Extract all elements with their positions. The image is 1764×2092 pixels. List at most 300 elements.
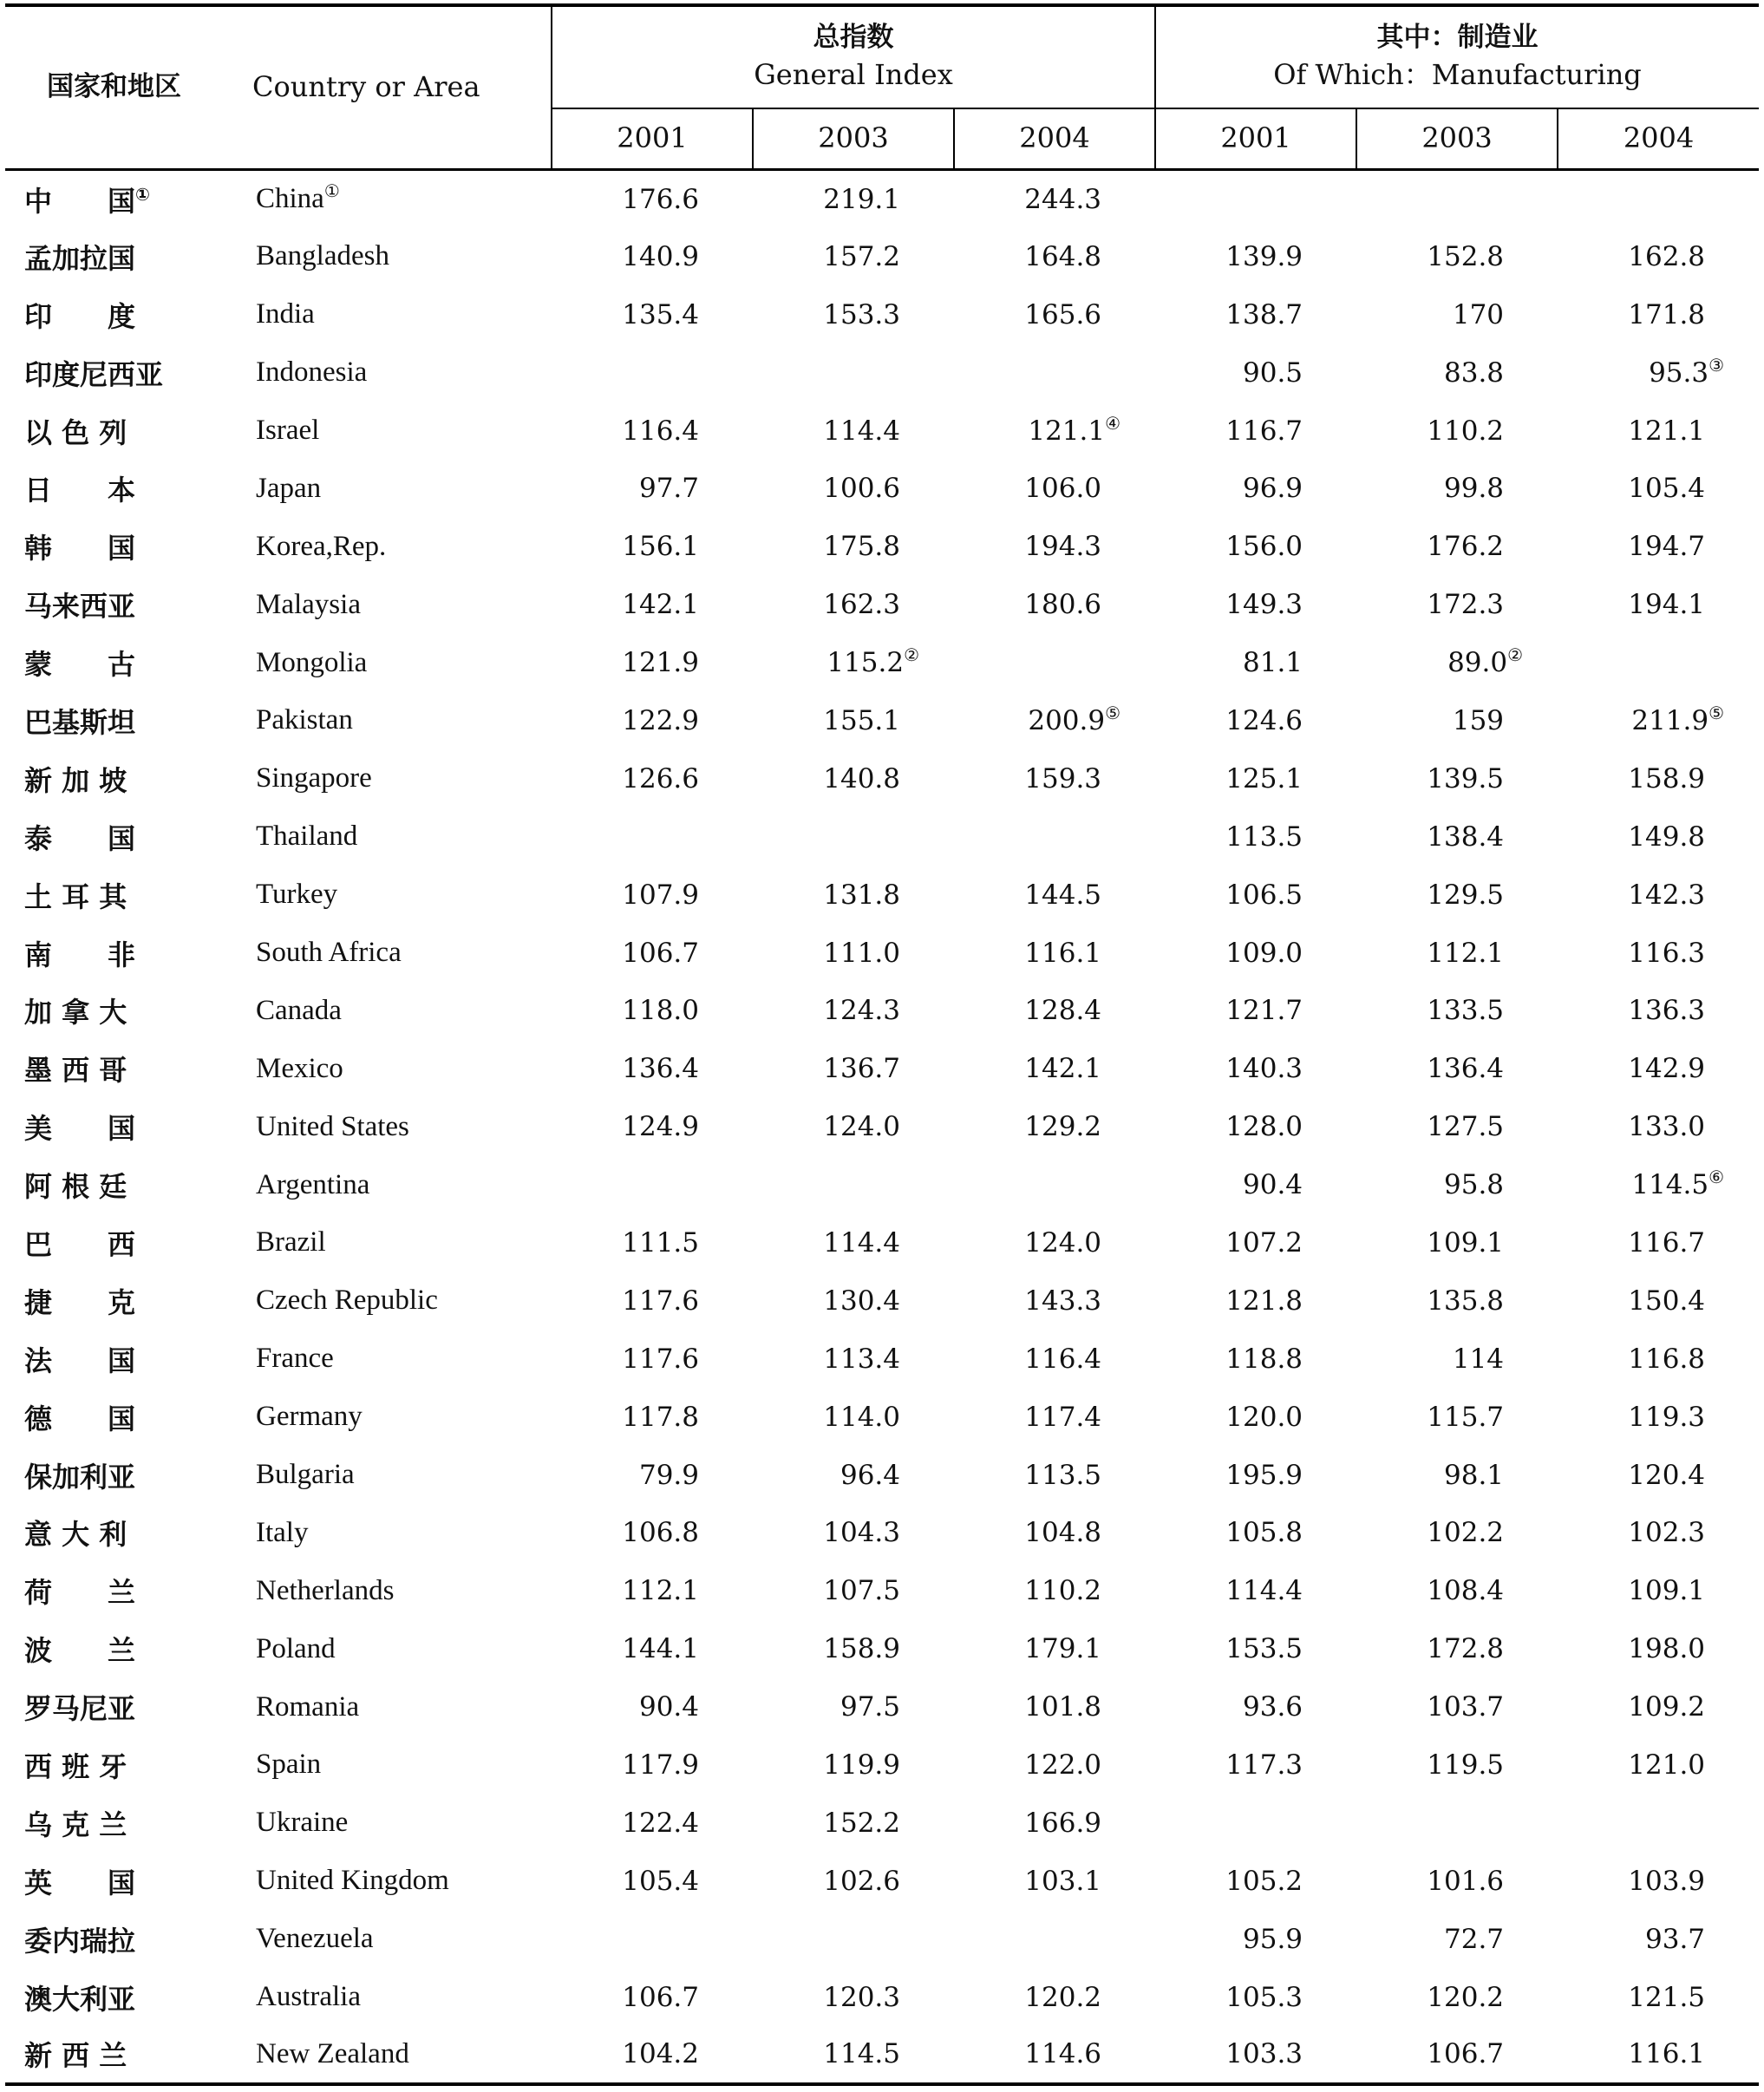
country-name-en bbox=[226, 1620, 552, 1678]
index-value-cell bbox=[552, 227, 753, 285]
index-value-cell bbox=[753, 402, 954, 460]
index-value-cell bbox=[954, 227, 1155, 285]
index-value: 131.8 bbox=[823, 879, 900, 911]
index-value: 172.8 bbox=[1427, 1633, 1505, 1665]
index-value: 106.5 bbox=[1225, 879, 1303, 911]
index-value: 170 bbox=[1452, 298, 1505, 330]
country-name-zh bbox=[5, 1968, 226, 2026]
index-value-cell bbox=[552, 402, 753, 460]
index-value: 142.3 bbox=[1628, 879, 1706, 911]
index-value-cell bbox=[552, 170, 753, 228]
table-row bbox=[5, 749, 1759, 807]
index-value: 117.4 bbox=[1024, 1401, 1102, 1433]
index-value-cell bbox=[1155, 402, 1356, 460]
table-row bbox=[5, 634, 1759, 692]
country-name-zh-text: 以 色 列 bbox=[24, 415, 127, 449]
country-name-en-text: United States bbox=[256, 1110, 409, 1142]
index-value: 105.2 bbox=[1225, 1865, 1303, 1897]
footnote-marker: ⑤ bbox=[1105, 702, 1121, 723]
table-row bbox=[5, 1910, 1759, 1968]
index-value-cell bbox=[954, 749, 1155, 807]
index-value-cell bbox=[1356, 1214, 1558, 1272]
country-name-zh bbox=[5, 1794, 226, 1852]
index-value-cell bbox=[753, 1910, 954, 1968]
index-value-cell bbox=[552, 1330, 753, 1388]
country-name-zh-text: 南 非 bbox=[24, 938, 136, 971]
index-value: 106.7 bbox=[1427, 2038, 1505, 2070]
index-value: 105.4 bbox=[1628, 473, 1706, 505]
country-name-en bbox=[226, 1446, 552, 1504]
index-value: 112.1 bbox=[622, 1575, 699, 1607]
index-value-cell bbox=[1155, 982, 1356, 1040]
index-value: 108.4 bbox=[1427, 1575, 1505, 1607]
table-row bbox=[5, 1098, 1759, 1156]
index-value-cell bbox=[1356, 692, 1558, 750]
index-value-cell bbox=[1356, 1504, 1558, 1562]
index-value-cell bbox=[1155, 1968, 1356, 2026]
index-value-cell bbox=[1356, 518, 1558, 576]
index-value: 140.8 bbox=[823, 762, 900, 794]
country-name-zh bbox=[5, 1678, 226, 1736]
table-row bbox=[5, 170, 1759, 228]
index-value: 106.8 bbox=[622, 1517, 699, 1549]
index-value-cell bbox=[954, 1736, 1155, 1795]
country-name-zh bbox=[5, 924, 226, 982]
country-name-zh-text: 意 大 利 bbox=[24, 1518, 127, 1552]
country-name-en bbox=[226, 692, 552, 750]
index-value-cell bbox=[1356, 1156, 1558, 1214]
country-name-zh bbox=[5, 576, 226, 634]
index-value-cell bbox=[753, 1330, 954, 1388]
index-value: 116.8 bbox=[1628, 1343, 1706, 1375]
table-row bbox=[5, 285, 1759, 343]
index-value-cell bbox=[552, 1156, 753, 1214]
index-value-cell bbox=[1558, 692, 1759, 750]
index-value: 120.0 bbox=[1225, 1401, 1303, 1433]
table-row bbox=[5, 1446, 1759, 1504]
general-index-en: General Index bbox=[754, 58, 953, 92]
country-name-zh-text: 韩 国 bbox=[24, 532, 136, 565]
table-row bbox=[5, 343, 1759, 402]
country-name-en-text: Germany bbox=[256, 1401, 363, 1433]
index-value: 120.3 bbox=[823, 1981, 900, 2013]
table-row bbox=[5, 982, 1759, 1040]
index-value-cell bbox=[1558, 1852, 1759, 1910]
index-value-cell bbox=[1356, 1910, 1558, 1968]
index-value-cell bbox=[954, 1562, 1155, 1620]
footnote-marker: ② bbox=[904, 644, 919, 666]
index-value: 113.4 bbox=[823, 1343, 900, 1375]
index-value: 133.0 bbox=[1628, 1111, 1706, 1143]
index-value-cell bbox=[1558, 460, 1759, 518]
index-value-cell bbox=[1155, 518, 1356, 576]
general-index-header bbox=[552, 5, 1155, 108]
country-name-zh bbox=[5, 1852, 226, 1910]
index-value: 117.6 bbox=[622, 1343, 699, 1375]
index-value: 135.8 bbox=[1427, 1285, 1505, 1317]
index-value-cell bbox=[1356, 1330, 1558, 1388]
index-value: 138.7 bbox=[1225, 298, 1303, 330]
country-name-zh-text: 荷 兰 bbox=[24, 1576, 136, 1610]
country-name-zh bbox=[5, 749, 226, 807]
index-value-cell bbox=[1558, 1736, 1759, 1795]
index-value: 114 bbox=[1452, 1343, 1505, 1375]
index-value-cell bbox=[552, 576, 753, 634]
index-value-cell bbox=[1558, 807, 1759, 866]
index-value: 133.5 bbox=[1427, 995, 1505, 1027]
country-name-zh-text: 保加利亚 bbox=[24, 1460, 136, 1494]
country-name-en bbox=[226, 1562, 552, 1620]
country-name-zh-text: 西 班 牙 bbox=[24, 1749, 127, 1783]
index-value-cell bbox=[954, 1968, 1155, 2026]
index-value-cell bbox=[1155, 227, 1356, 285]
index-value-cell bbox=[1356, 1098, 1558, 1156]
country-name-zh-text: 新 西 兰 bbox=[24, 2039, 127, 2073]
country-name-zh bbox=[5, 1098, 226, 1156]
index-value: 162.3 bbox=[823, 589, 900, 621]
index-value: 83.8 bbox=[1444, 356, 1505, 389]
index-value-cell bbox=[552, 1272, 753, 1330]
country-name-en bbox=[226, 2026, 552, 2084]
index-value-cell bbox=[753, 692, 954, 750]
index-value: 244.3 bbox=[1024, 183, 1102, 215]
index-value-cell bbox=[1155, 1678, 1356, 1736]
country-name-en-text: Turkey bbox=[256, 879, 338, 911]
index-value-cell bbox=[1558, 1504, 1759, 1562]
index-value: 90.5 bbox=[1243, 356, 1303, 389]
index-value-cell bbox=[1558, 1910, 1759, 1968]
country-name-zh-text: 巴 西 bbox=[24, 1227, 136, 1261]
index-value: 138.4 bbox=[1427, 820, 1505, 853]
index-value: 102.6 bbox=[823, 1865, 900, 1897]
country-name-en-text: Indonesia bbox=[256, 356, 368, 389]
country-name-en-text: Israel bbox=[256, 415, 320, 446]
index-value-cell bbox=[954, 866, 1155, 924]
country-name-en bbox=[226, 1910, 552, 1968]
index-value-cell bbox=[753, 1620, 954, 1678]
index-value-cell bbox=[1558, 866, 1759, 924]
index-value-cell bbox=[954, 1330, 1155, 1388]
index-value: 93.7 bbox=[1645, 1923, 1706, 1955]
index-value: 117.9 bbox=[622, 1749, 699, 1781]
index-value-cell bbox=[1558, 1040, 1759, 1098]
index-value: 128.4 bbox=[1024, 995, 1102, 1027]
index-value: 120.2 bbox=[1427, 1981, 1505, 2013]
country-name-zh bbox=[5, 1910, 226, 1968]
table-row bbox=[5, 227, 1759, 285]
index-value-cell bbox=[552, 460, 753, 518]
country-name-zh bbox=[5, 807, 226, 866]
index-value-cell bbox=[753, 1040, 954, 1098]
country-name-en bbox=[226, 1330, 552, 1388]
index-value-cell bbox=[954, 1214, 1155, 1272]
index-value: 158.9 bbox=[823, 1633, 900, 1665]
index-value-cell bbox=[753, 1156, 954, 1214]
index-value-cell bbox=[954, 1388, 1155, 1446]
index-value: 142.1 bbox=[1024, 1053, 1102, 1085]
index-value-cell bbox=[1356, 866, 1558, 924]
country-name-en bbox=[226, 924, 552, 982]
index-value: 117.8 bbox=[622, 1401, 699, 1433]
country-name-en bbox=[226, 1504, 552, 1562]
index-value: 119.3 bbox=[1628, 1401, 1706, 1433]
index-value-cell bbox=[552, 1214, 753, 1272]
country-name-zh-text: 印 度 bbox=[24, 299, 136, 333]
index-value: 179.1 bbox=[1024, 1633, 1102, 1665]
index-value-cell bbox=[1155, 576, 1356, 634]
index-value-cell bbox=[1155, 343, 1356, 402]
table-row bbox=[5, 692, 1759, 750]
index-value: 114.6 bbox=[1024, 2038, 1102, 2070]
table-row bbox=[5, 1388, 1759, 1446]
index-value-cell bbox=[1558, 1156, 1759, 1214]
index-value-cell bbox=[1558, 285, 1759, 343]
country-name-zh bbox=[5, 1388, 226, 1446]
index-value-cell bbox=[552, 285, 753, 343]
country-name-zh bbox=[5, 227, 226, 285]
index-value: 81.1 bbox=[1243, 647, 1303, 679]
country-name-en bbox=[226, 343, 552, 402]
country-name-en bbox=[226, 576, 552, 634]
country-name-en-text: Korea,Rep. bbox=[256, 530, 387, 562]
index-value: 114.4 bbox=[823, 415, 900, 447]
country-name-en-text: Poland bbox=[256, 1632, 336, 1664]
country-name-zh-text: 日 本 bbox=[24, 474, 136, 507]
index-value-cell bbox=[1356, 460, 1558, 518]
index-value: 152.8 bbox=[1427, 240, 1505, 272]
index-value-cell bbox=[1356, 749, 1558, 807]
country-name-en-text: Australia bbox=[256, 1981, 361, 2013]
index-value: 102.2 bbox=[1427, 1517, 1505, 1549]
index-value-cell bbox=[552, 692, 753, 750]
country-name-en-text: Thailand bbox=[256, 820, 358, 853]
index-value-cell bbox=[954, 1852, 1155, 1910]
index-value: 120.4 bbox=[1628, 1459, 1706, 1491]
country-name-en bbox=[226, 982, 552, 1040]
table-row bbox=[5, 1504, 1759, 1562]
country-name-en-text: Argentina bbox=[256, 1168, 370, 1200]
index-value-cell bbox=[753, 1562, 954, 1620]
index-value-cell bbox=[1356, 1678, 1558, 1736]
index-value: 198.0 bbox=[1628, 1633, 1706, 1665]
index-value-cell bbox=[1155, 460, 1356, 518]
index-value-cell bbox=[1558, 1330, 1759, 1388]
country-name-en bbox=[226, 402, 552, 460]
index-value-cell bbox=[1155, 1388, 1356, 1446]
index-value: 176.2 bbox=[1427, 531, 1505, 563]
index-value: 121.9 bbox=[622, 647, 699, 679]
index-value: 121.8 bbox=[1225, 1285, 1303, 1317]
index-value: 135.4 bbox=[622, 298, 699, 330]
index-value-cell bbox=[1356, 227, 1558, 285]
country-name-en bbox=[226, 518, 552, 576]
index-value-cell bbox=[753, 866, 954, 924]
index-value: 140.9 bbox=[622, 240, 699, 272]
index-value: 113.5 bbox=[1024, 1459, 1102, 1491]
index-value-cell bbox=[1558, 1098, 1759, 1156]
index-value-cell bbox=[552, 1678, 753, 1736]
index-value-cell bbox=[1356, 634, 1558, 692]
country-name-en bbox=[226, 1794, 552, 1852]
year-header: 2004 bbox=[1558, 108, 1759, 170]
index-value-cell bbox=[753, 1504, 954, 1562]
index-value-cell bbox=[1558, 518, 1759, 576]
index-value: 162.8 bbox=[1628, 240, 1706, 272]
index-value: 116.1 bbox=[1628, 2038, 1706, 2070]
index-value-cell bbox=[552, 634, 753, 692]
index-value-cell bbox=[753, 1968, 954, 2026]
country-name-zh-text: 乌 克 兰 bbox=[24, 1808, 127, 1841]
index-value: 109.1 bbox=[1628, 1575, 1706, 1607]
index-value: 96.9 bbox=[1243, 473, 1303, 505]
country-name-en bbox=[226, 1040, 552, 1098]
index-value: 98.1 bbox=[1444, 1459, 1505, 1491]
country-name-zh bbox=[5, 285, 226, 343]
manufacturing-zh: 其中：制造业 bbox=[1376, 22, 1539, 54]
country-name-zh-text: 加 拿 大 bbox=[24, 996, 127, 1030]
index-value: 122.4 bbox=[622, 1807, 699, 1839]
general-index-zh: 总指数 bbox=[813, 22, 894, 54]
index-value-cell bbox=[753, 518, 954, 576]
country-name-en bbox=[226, 1156, 552, 1214]
index-value-cell bbox=[1558, 576, 1759, 634]
country-name-zh bbox=[5, 692, 226, 750]
index-value: 116.3 bbox=[1628, 937, 1706, 969]
country-name-en-text: Ukraine bbox=[256, 1807, 349, 1839]
index-value: 115.7 bbox=[1427, 1401, 1505, 1433]
table-row bbox=[5, 1736, 1759, 1795]
country-name-en bbox=[226, 1736, 552, 1795]
country-name-en-text: Czech Republic bbox=[256, 1285, 438, 1317]
index-value-cell bbox=[753, 1098, 954, 1156]
index-value: 194.7 bbox=[1628, 531, 1706, 563]
country-name-en-text: Bulgaria bbox=[256, 1459, 355, 1491]
index-value: 96.4 bbox=[840, 1459, 900, 1491]
index-value-cell bbox=[552, 749, 753, 807]
table-row bbox=[5, 1678, 1759, 1736]
index-value: 114.4 bbox=[823, 1226, 900, 1258]
index-value-cell bbox=[1558, 2026, 1759, 2084]
index-value: 116.7 bbox=[1225, 415, 1303, 447]
index-value-cell bbox=[753, 460, 954, 518]
index-value: 102.3 bbox=[1628, 1517, 1706, 1549]
index-value: 116.4 bbox=[1024, 1343, 1102, 1375]
index-value: 124.9 bbox=[622, 1111, 699, 1143]
index-value: 136.3 bbox=[1628, 995, 1706, 1027]
index-value-cell bbox=[1155, 1910, 1356, 1968]
index-value-cell bbox=[552, 866, 753, 924]
index-value-cell bbox=[552, 924, 753, 982]
index-value: 105.4 bbox=[622, 1865, 699, 1897]
index-value-cell bbox=[1558, 1794, 1759, 1852]
index-value-cell bbox=[753, 170, 954, 228]
index-value-cell bbox=[1356, 285, 1558, 343]
table-row bbox=[5, 1562, 1759, 1620]
index-value: 194.1 bbox=[1628, 589, 1706, 621]
year-header: 2001 bbox=[552, 108, 753, 170]
country-name-en bbox=[226, 749, 552, 807]
index-value: 89.0 bbox=[1447, 647, 1508, 679]
index-value: 95.8 bbox=[1444, 1169, 1505, 1201]
country-en-header: Country or Area bbox=[226, 5, 552, 170]
index-value: 103.9 bbox=[1628, 1865, 1706, 1897]
index-value-cell bbox=[1356, 170, 1558, 228]
country-name-en bbox=[226, 807, 552, 866]
index-value: 127.5 bbox=[1427, 1111, 1505, 1143]
index-value-cell bbox=[1356, 2026, 1558, 2084]
table-header bbox=[5, 5, 1759, 170]
index-value: 106.0 bbox=[1024, 473, 1102, 505]
country-name-en-text: Pakistan bbox=[256, 704, 353, 736]
index-value-cell bbox=[552, 2026, 753, 2084]
index-value-cell bbox=[552, 1562, 753, 1620]
country-name-zh bbox=[5, 170, 226, 228]
index-value-cell bbox=[552, 1620, 753, 1678]
country-name-en-text: Spain bbox=[256, 1749, 322, 1781]
country-name-zh-text: 澳大利亚 bbox=[24, 1982, 136, 2016]
index-value-cell bbox=[552, 982, 753, 1040]
country-name-en-text: Singapore bbox=[256, 762, 372, 794]
country-name-en-text: New Zealand bbox=[256, 2037, 409, 2069]
index-value: 121.5 bbox=[1628, 1981, 1706, 2013]
index-value-cell bbox=[552, 1794, 753, 1852]
footnote-marker: ① bbox=[135, 183, 150, 205]
index-value-cell bbox=[1356, 343, 1558, 402]
index-value-cell bbox=[1155, 1620, 1356, 1678]
index-value: 103.7 bbox=[1427, 1691, 1505, 1723]
index-value: 116.7 bbox=[1628, 1226, 1706, 1258]
index-value-cell bbox=[1558, 1678, 1759, 1736]
index-value-cell bbox=[552, 1910, 753, 1968]
table-row bbox=[5, 2026, 1759, 2084]
country-name-en-text: India bbox=[256, 298, 315, 330]
country-name-zh bbox=[5, 1272, 226, 1330]
index-value: 143.3 bbox=[1024, 1285, 1102, 1317]
manufacturing-header bbox=[1155, 5, 1759, 108]
footnote-marker: ② bbox=[1507, 644, 1524, 666]
index-value: 120.2 bbox=[1024, 1981, 1102, 2013]
country-name-zh bbox=[5, 2026, 226, 2084]
country-name-en-text: Malaysia bbox=[256, 588, 361, 620]
index-value: 175.8 bbox=[823, 531, 900, 563]
country-name-en bbox=[226, 285, 552, 343]
index-value-cell bbox=[954, 1620, 1155, 1678]
country-name-zh-text: 孟加拉国 bbox=[24, 241, 136, 275]
index-value-cell bbox=[753, 227, 954, 285]
country-name-zh-text: 捷 克 bbox=[24, 1285, 136, 1319]
index-value: 136.7 bbox=[823, 1053, 900, 1085]
index-value-cell bbox=[1558, 1272, 1759, 1330]
country-name-zh-text: 英 国 bbox=[24, 1866, 136, 1899]
footnote-marker: ⑤ bbox=[1708, 702, 1725, 723]
country-name-zh bbox=[5, 460, 226, 518]
year-header: 2001 bbox=[1155, 108, 1356, 170]
footnote-marker: ③ bbox=[1708, 354, 1725, 376]
index-value-cell bbox=[1155, 1736, 1356, 1795]
country-name-zh-text: 新 加 坡 bbox=[24, 763, 127, 797]
table-row bbox=[5, 518, 1759, 576]
country-name-zh-text: 罗马尼亚 bbox=[24, 1692, 136, 1726]
country-name-zh bbox=[5, 982, 226, 1040]
index-value-cell bbox=[552, 1446, 753, 1504]
index-value: 124.3 bbox=[823, 995, 900, 1027]
index-value-cell bbox=[954, 1098, 1155, 1156]
index-value: 109.2 bbox=[1628, 1691, 1706, 1723]
index-value-cell bbox=[1155, 1156, 1356, 1214]
index-value: 109.1 bbox=[1427, 1226, 1505, 1258]
country-name-zh-text: 中 国 bbox=[24, 184, 136, 218]
index-value: 99.8 bbox=[1444, 473, 1505, 505]
